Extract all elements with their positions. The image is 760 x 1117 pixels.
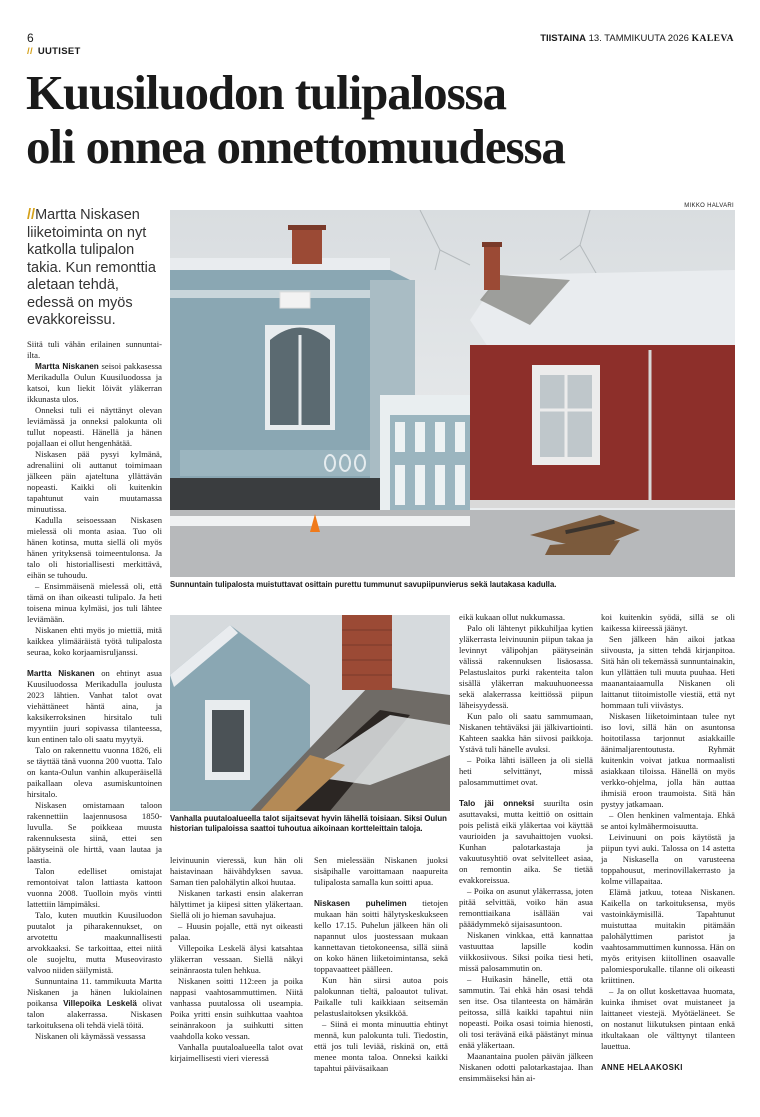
page-number: 6 [27,31,34,45]
paragraph: – Huikasin hänelle, että ota sammutin. Tai ehkä hän osasi tehdä sen itse. Osa tilanteesta on hämärän peitossa, sillä kaikki tapahtui niin nopeasti. Poika osasi toimia hienosti, oli tosi terävänä eikä päästänyt minua enää yläkertaan. [459,974,593,1050]
paragraph: – Ja on ollut koskettavaa huomata, kuinka ihmiset ovat muistaneet ja laittaneet viestejä. Myötäeläneet. Se on nostanut liikutuksen pintaan enkä itkultakaan ole välttynyt tilanteen lauettua. [601,986,735,1051]
paragraph: – Siinä ei monta minuuttia ehtinyt mennä, kun palokunta tuli. Tiedostin, että jos tuli leviää, riskinä on, että menee monta taloa. Onneksi kaikki tapahtui päiväsaikaan [314,1019,448,1073]
paragraph: suurilta osin asuttavaksi, mutta keittiö on osittain pois pelistä eikä yläkertaa voi käyttää vaurioiden ja savuhaittojen vuoksi. Kunhan palotarkastaja ja vakuutusyhtiö ovat selvitelleet asiaa, on remontin aika. Se tietää evakkoreissua. [459,798,593,885]
paragraph: leivinuunin vieressä, kun hän oli haistavinaan häivähdyksen savua. Saman tien palohälytin alkoi huutaa. [170,855,303,887]
second-photo [170,615,450,811]
lead-paragraph [27,207,162,330]
section-bars-icon: // [27,46,33,57]
paragraph: Maanantaina puolen päivän jälkeen Niskanen odotti palotarkastajaa. Ihan ensimmäiseksi hän ai- [459,1051,593,1083]
paragraph: olivat talon alakerrassa. Niskasen tarkoituksena oli tehdä vielä töitä. [27,998,162,1030]
paragraph: – Olen henkinen valmentaja. Ehkä se antoi kylmähermoisuutta. [601,810,735,831]
paragraph: Sen mielessään Niskanen juoksi sisäpihalle varoittamaan naapureita tulipalosta samalla kun soitti apua. [314,855,448,887]
headline [26,66,736,174]
paragraph: Leivinuuni on pois käytöstä ja piipun tyvi auki. Talossa on 14 astetta ja Niskasella on varusteena toppahousut, merinovillakerrasto ja kolme villapaitaa. [601,832,735,886]
paragraph: – Huusin pojalle, että nyt oikeasti palaa. [170,921,303,942]
paragraph: Kadulla seisoessaan Niskasen mielessä oli monta asiaa. Tuo oli hänen kotinsa, mutta siellä oli myös hänen yrityksensä toimeentulonsa. Ja talo oli historiallisesti merkittävä, eihän se tuhoudu. [27,515,162,580]
paragraph: Niskasen omistamaan taloon rakennettiin laajennusosa 1850-luvulla. Se poikkeaa muusta rakennuksesta siinä, ettei sen päätyseinä ole hirttä, vaan lautaa ja laastia. [27,800,162,865]
photo-credit: MIKKO HALVARI [684,203,734,209]
paragraph: on ehtinyt asua Kuusiluodossa Merikadulla joulusta 2023 lähtien. Vanhat talot ovat viehättäneet häntä aina, ja kaksikerroksinen hirsitalo tuli myyntiin juuri sopivassa tilanteessa, kun entinen talo oli saatu myytyä. [27,668,162,744]
paragraph: Vanhalla puutaloalueella talot ovat kirjaimellisesti vieri vieressä [170,1042,303,1063]
text-column-2 [170,855,303,1064]
paragraph: Niskanen tarkasti ensin alakerran hälyttimet ja kiipesi sitten yläkertaan. Siellä oli jo hieman savuhajua. [170,888,303,920]
person-name: Martta Niskanen [35,362,99,371]
paragraph: Sunnuntaina 11. tammikuuta Martta Niskanen ja hänen lukiolainen poikansa [27,976,162,1008]
subhead: Niskasen puhelimen [314,899,407,908]
lead-text: Martta Niskasen liiketoiminta on nyt katkolla tulipalon takia. Kun remonttia aletaan tehdä, edessä on myös evakkoreissu. [27,207,156,328]
headline-line-1: Kuusiluodon tulipalossa [26,65,506,120]
main-caption: Sunnuntain tulipalosta muistuttavat osittain purettu tummunut savupiipunvierus sekä lautakasa kadulla. [170,580,557,589]
paragraph: Niskanen ehti myös jo miettiä, mitä kaikkea ylimääräistä työtä tulipalosta seuraa, koko korjaamisruljanssi. [27,625,162,657]
roof-fire-illustration [170,615,450,811]
paragraph: tietojen mukaan hän soitti hälytyskeskukseen kello 17.15. Puhelun jälkeen hän oli napannut ulos juostessaan mukaan kannettavan tietokoneensa, sillä siinä on koko hänen liiketoimintansa, sekä toppavaatteet päälleen. [314,898,448,974]
paragraph: Sen jälkeen hän aikoi jatkaa siivousta, ja sitten tehdä kirjanpitoa. Sitä hän oli tekemässä sunnuntainakin, kun yllättäen tuli muuta puuhaa. Heti maanantaiaamulla Niskanen oli laittanut tiitoimistolle viestiä, että nyt hommaan tuli viivästys. [601,634,735,710]
paragraph: Niskanen vinkkaa, että kannattaa vastuuttaa lapsille kodin viikkosiivous. Siksi poika tiesi heti, missä palosammutin on. [459,930,593,973]
text-column-5 [601,612,735,1073]
lead-bars-icon: // [27,207,36,223]
paragraph: seisoi pakkasessa Merikadulla Oulun Kuusiluodossa ja katsoi, kun liekit löivät yläkerran ikkunasta ulos. [27,361,162,404]
subhead: Talo jäi onneksi [459,799,535,808]
paragraph: eikä kukaan ollut nukkumassa. [459,612,565,622]
paragraph: koi kuitenkin syödä, sillä se oli kaikessa kiireessä jäänyt. [601,612,735,633]
paragraph: – Poika lähti isälleen ja oli siellä heti selvittänyt, missä palosammuttimet ovat. [459,755,593,787]
paragraph: Niskanen soitti 112:een ja poika nappasi vaahtosammuttimen. Niitä vanhassa puutalossa oli useampia. Poika yritti ensin suihkuttaa vaahtoa seinänrakoon ja suihkutti sitten vaahdolla koko vessan. [170,976,303,1041]
paragraph: Kun hän siirsi autoa pois palokunnan tieltä, paloautot tulivat. Paikalle tuli kaikkiaan seitsemän pelastuslaitoksen yksikköä. [314,975,448,1018]
houses-illustration [170,210,735,577]
section-name: UUTISET [37,46,81,57]
person-name: Martta Niskanen [27,669,95,678]
paragraph: Talon edelliset omistajat remontoivat talon lattiasta kattoon vuonna 2008. Tuolloin myös vintti lattettiin lämpimäksi. [27,866,162,909]
paragraph: – Poika on asunut yläkerrassa, joten pitää selvittää, voiko hän asua remonttiaikana isällään vai pääädymmekö sijaisasuntoon. [459,886,593,929]
paper-name: KALEVA [691,34,734,44]
paragraph: Villepoika Leskelä älysi katsahtaa yläkerran vessaan. Siellä näkyi seinänraosta tulen hehkua. [170,943,303,975]
section-label [27,46,81,57]
weekday: TIISTAINA [540,33,586,44]
paragraph: Niskasen liiketoimintaan tulee nyt iso lovi, sillä hän on asuntonsa hoitotilassa tarjonnut asiakkaille äänimaljarentoutusta. Ryhmät kuitenkin voivat jatkua normaalisti asiakkaan tiloissa. Hänellä on myös verkko-ohjelma, jolla hän auttaa ihmisiä eroon traumoista. Sitä hän pystyy jatkamaan. [601,711,735,809]
issue-date-line [540,33,734,44]
paragraph: Elämä jatkuu, toteaa Niskanen. Kaikella on tarkoituksensa, myös vastoinkäymisillä. Tapahtunut muistuttaa muitakin pitämään palohälyttimen paristot ja vaahtosammuttimen kunnossa. Hän on myös erityisen kiitollinen osaavalle palomiesporukalle. tilanne oli oikeasti kriittinen. [601,887,735,985]
text-column-3 [314,855,448,1074]
second-caption: Vanhalla puutaloalueella talot sijaitsevat hyvin lähellä toisiaan. Siksi Oulun historian tulipaloissa saattoi tuhoutua aikoinaan kortteleittain taloja. [170,814,447,833]
paragraph: Siitä tuli vähän erilainen sunnuntai-ilta. [27,339,162,360]
paragraph: Niskanen oli käymässä vessassa [35,1031,146,1041]
date: 13. TAMMIKUUTA 2026 [588,33,689,44]
paragraph: Niskasen pää pysyi kylmänä, adrenaliini oli auttanut toimimaan jälkeen päin ajateltuna yllättävän nopeasti. Kaikki oli kuitenkin tapahtunut vain muutamassa minuutissa. [27,449,162,514]
text-column-1 [27,339,162,1042]
paragraph: Kun palo oli saatu sammumaan, Niskanen tehtäväksi jäi jälkivartiointi. Kahteen saakka hän siivosi paikkoja. Ystävä tuli hänelle avuksi. [459,711,593,754]
paragraph: – Ensimmäisenä mielessä oli, että tämä on ihan oikeasti tulipalo. Ja heti toisena minua kylmäsi, jos tuli lähtee leviämään. [27,581,162,624]
text-column-4 [459,612,593,1084]
headline-line-2: oli onnea onnettomuudessa [26,119,565,174]
paragraph: Talo, kuten muutkin Kuusiluodon puutalot ja piharakennukset, on arvotettu maakunnallisesti arvokkaaksi. Se tarkoittaa, ettei niitä ole suojeltu, mutta Museovirasto valvoo niiden säilymistä. [27,910,162,975]
main-photo [170,210,735,577]
person-name: Villepoika Leskelä [63,999,137,1008]
paragraph: Palo oli lähtenyt pikkuhiljaa kytien yläkerrasta leivinuunin piipun takaa ja levinnyt välipohjan päätyseinän välissä rakennuksen lisäosassa. Pelastuslaitos purki rakenteita talon sisällä yläkerran makuuhuoneessa sekä alakerrassa keittiössä piipun läheisyydessä. [459,623,593,710]
paragraph: Onneksi tuli ei näyttänyt olevan leviämässä ja onneksi palokunta oli tullut nopeasti. Hänellä ja hänen pojallaan ei ollut hengenhätää. [27,405,162,448]
author-signature: ANNE HELAAKOSKI [601,1063,683,1072]
paragraph: Talo on rakennettu vuonna 1826, eli se täyttää tänä vuonna 200 vuotta. Talo on kanta-Oulun vanhin alkuperäisellä paikallaan oleva asumiskuntoinen hirsitalo. [27,745,162,799]
